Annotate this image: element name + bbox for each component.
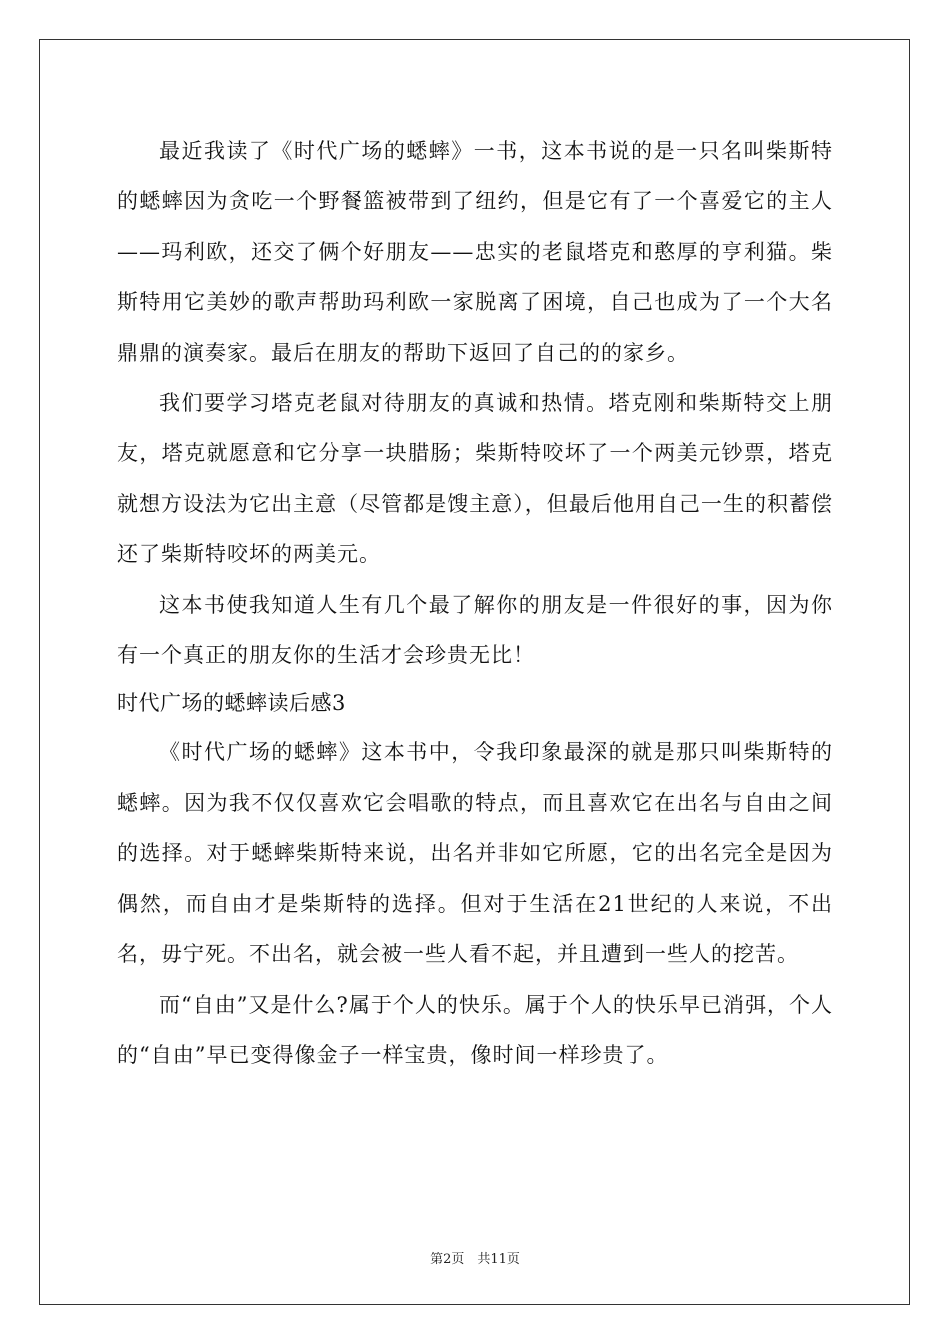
paragraph-friendship: 这本书使我知道人生有几个最了解你的朋友是一件很好的事，因为你有一个真正的朋友你的生活才会珍贵无比！	[117, 592, 833, 668]
paragraph-fame-freedom: 《时代广场的蟋蟀》这本书中，令我印象最深的就是那只叫柴斯特的蟋蟀。因为我不仅仅喜欢它会唱歌的特点，而且喜欢它在出名与自由之间的选择。对于蟋蟀柴斯特来说，出名并非如它所愿，它的出名完全是因为偶然，而自由才是柴斯特的选择。但对于生活在21世纪的人来说，不出名，毋宁死。不出名，就会被一些人看不起，并且遭到一些人的挖苦。	[117, 740, 833, 967]
page-footer: 第2页 共11页	[430, 1252, 520, 1267]
paragraph-freedom: 而“自由”又是什么?属于个人的快乐。属于个人的快乐早已消弭，个人的“自由”早已变得像金子一样宝贵，像时间一样珍贵了。	[117, 992, 833, 1067]
section-title: 时代广场的蟋蟀读后感3	[117, 691, 346, 716]
paragraph-intro: 最近我读了《时代广场的蟋蟀》一书，这本书说的是一只名叫柴斯特的蟋蟀因为贪吃一个野餐篮被带到了纽约，但是它有了一个喜爱它的主人——玛利欧，还交了俩个好朋友——忠实的老鼠塔克和憨厚的亨利猫。柴斯特用它美妙的歌声帮助玛利欧一家脱离了困境，自己也成为了一个大名鼎鼎的演奏家。最后在朋友的帮助下返回了自己的的家乡。	[117, 139, 833, 365]
document-body	[117, 126, 833, 1080]
paragraph-tucker: 我们要学习塔克老鼠对待朋友的真诚和热情。塔克刚和柴斯特交上朋友，塔克就愿意和它分享一块腊肠；柴斯特咬坏了一个两美元钞票，塔克就想方设法为它出主意（尽管都是馊主意），但最后他用自己一生的积蓄偿还了柴斯特咬坏的两美元。	[117, 391, 833, 567]
